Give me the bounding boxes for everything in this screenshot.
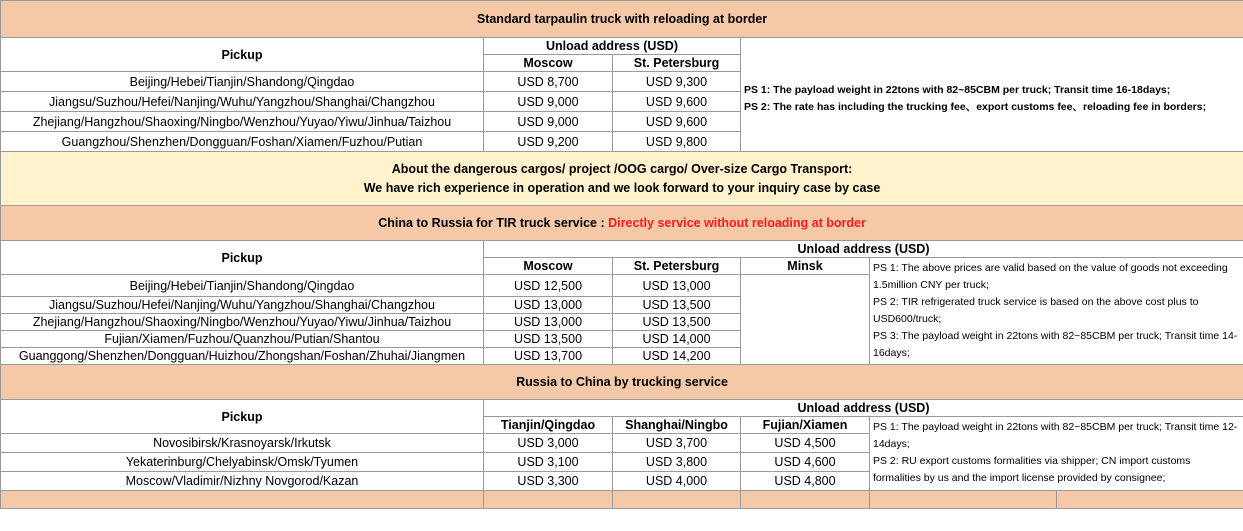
price-cell: USD 3,000 xyxy=(484,434,613,453)
footer-cell xyxy=(741,491,870,509)
footer-cell xyxy=(484,491,613,509)
dangerous-cargo-notice xyxy=(1,152,1243,206)
price-cell: USD 13,700 xyxy=(484,348,613,365)
section2-notes: PS 1: The above prices are valid based on the value of goods not exceeding 1.5million CNY per truck; PS 2: TIR refrigerated truck service is based on the above cost plus to USD600/truck; PS 3: The payload weight in 22tons with 82~85CBM per truck; Transit time 14-16days; xyxy=(870,258,1243,365)
section1-note-1: PS 1: The payload weight in 22tons with 82~85CBM per truck; Transit time 16-18days; xyxy=(744,84,1171,96)
pickup-cell: Beijing/Hebei/Tianjin/Shandong/Qingdao xyxy=(1,275,484,297)
section2-pickup-header: Pickup xyxy=(1,241,484,275)
pickup-cell: Yekaterinburg/Chelyabinsk/Omsk/Tyumen xyxy=(1,453,484,472)
footer-cell xyxy=(870,491,1057,509)
section3-title: Russia to China by trucking service xyxy=(1,365,1243,400)
pickup-cell: Guanggong/Shenzhen/Dongguan/Huizhou/Zhongshan/Foshan/Zhuhai/Jiangmen xyxy=(1,348,484,365)
price-cell: USD 9,000 xyxy=(484,112,613,132)
section2-title-highlight: Directly service without reloading at border xyxy=(608,216,866,230)
price-cell: USD 9,300 xyxy=(613,72,741,92)
section1-dest-moscow: Moscow xyxy=(484,55,613,72)
price-cell: USD 4,800 xyxy=(741,472,870,491)
section2-dest-minsk: Minsk xyxy=(741,258,870,275)
price-cell: USD 4,500 xyxy=(741,434,870,453)
footer-cell xyxy=(1,491,484,509)
price-cell: USD 13,500 xyxy=(613,297,741,314)
section2-dest-st-petersburg: St. Petersburg xyxy=(613,258,741,275)
section1-note-2: PS 2: The rate has including the trucking fee、export customs fee、reloading fee in borders; xyxy=(744,101,1207,113)
section3-dest-tianjin-qingdao: Tianjin/Qingdao xyxy=(484,417,613,434)
price-cell: USD 9,600 xyxy=(613,112,741,132)
notice-line-1: About the dangerous cargos/ project /OOG cargo/ Over-size Cargo Transport: xyxy=(391,161,853,176)
section3-pickup-header: Pickup xyxy=(1,400,484,434)
section2-unload-header: Unload address (USD) xyxy=(484,241,1243,258)
price-cell: USD 9,600 xyxy=(613,92,741,112)
section1-title: Standard tarpaulin truck with reloading at border xyxy=(1,1,1243,38)
footer-cell xyxy=(613,491,741,509)
section3-dest-shanghai-ningbo: Shanghai/Ningbo xyxy=(613,417,741,434)
price-cell: USD 4,600 xyxy=(741,453,870,472)
footer-cell xyxy=(1057,491,1243,509)
price-cell: USD 3,800 xyxy=(613,453,741,472)
price-cell: USD 14,200 xyxy=(613,348,741,365)
section2-title xyxy=(1,206,1243,241)
price-cell: USD 4,000 xyxy=(613,472,741,491)
footer-row xyxy=(1,491,1243,509)
section1-pickup-header: Pickup xyxy=(1,38,484,72)
pickup-cell: Zhejiang/Hangzhou/Shaoxing/Ningbo/Wenzhou/Yuyao/Yiwu/Jinhua/Taizhou xyxy=(1,314,484,331)
pickup-cell: Novosibirsk/Krasnoyarsk/Irkutsk xyxy=(1,434,484,453)
price-cell: USD 3,100 xyxy=(484,453,613,472)
section3-dest-fujian-xiamen: Fujian/Xiamen xyxy=(741,417,870,434)
pickup-cell: Jiangsu/Suzhou/Hefei/Nanjing/Wuhu/Yangzhou/Shanghai/Changzhou xyxy=(1,297,484,314)
section1-unload-header: Unload address (USD) xyxy=(484,38,741,55)
price-cell: USD 14,000 xyxy=(613,331,741,348)
price-cell: USD 9,800 xyxy=(613,132,741,152)
section3-notes: PS 1: The payload weight in 22tons with 82~85CBM per truck; Transit time 12-14days; PS 2: RU export customs formalities via shipper; CN import customs formalities by us and the import license provided by consignee; xyxy=(870,417,1243,491)
section2-dest-moscow: Moscow xyxy=(484,258,613,275)
section2-title-main: China to Russia for TIR truck service : xyxy=(378,216,609,230)
pickup-cell: Fujian/Xiamen/Fuzhou/Quanzhou/Putian/Shantou xyxy=(1,331,484,348)
section1-dest-st-petersburg: St. Petersburg xyxy=(613,55,741,72)
price-cell: USD 13,500 xyxy=(484,331,613,348)
section1-notes xyxy=(741,38,1243,152)
notice-line-2: We have rich experience in operation and we look forward to your inquiry case by case xyxy=(363,180,881,195)
price-cell: USD 9,000 xyxy=(484,92,613,112)
price-cell: USD 13,000 xyxy=(613,275,741,297)
section3-unload-header: Unload address (USD) xyxy=(484,400,1243,417)
price-cell: USD 13,000 xyxy=(484,297,613,314)
price-cell: USD 13,500 xyxy=(613,314,741,331)
price-cell: USD 3,700 xyxy=(613,434,741,453)
pickup-cell: Beijing/Hebei/Tianjin/Shandong/Qingdao xyxy=(1,72,484,92)
pickup-cell: Guangzhou/Shenzhen/Dongguan/Foshan/Xiamen/Fuzhou/Putian xyxy=(1,132,484,152)
price-cell: USD 13,000 xyxy=(484,314,613,331)
price-cell: USD 9,200 xyxy=(484,132,613,152)
price-cell: USD 12,500 xyxy=(484,275,613,297)
price-cell: USD 3,300 xyxy=(484,472,613,491)
pickup-cell: Zhejiang/Hangzhou/Shaoxing/Ningbo/Wenzhou/Yuyao/Yiwu/Jinhua/Taizhou xyxy=(1,112,484,132)
minsk-price-cell xyxy=(741,275,870,365)
pickup-cell: Jiangsu/Suzhou/Hefei/Nanjing/Wuhu/Yangzhou/Shanghai/Changzhou xyxy=(1,92,484,112)
pickup-cell: Moscow/Vladimir/Nizhny Novgorod/Kazan xyxy=(1,472,484,491)
price-cell: USD 8,700 xyxy=(484,72,613,92)
